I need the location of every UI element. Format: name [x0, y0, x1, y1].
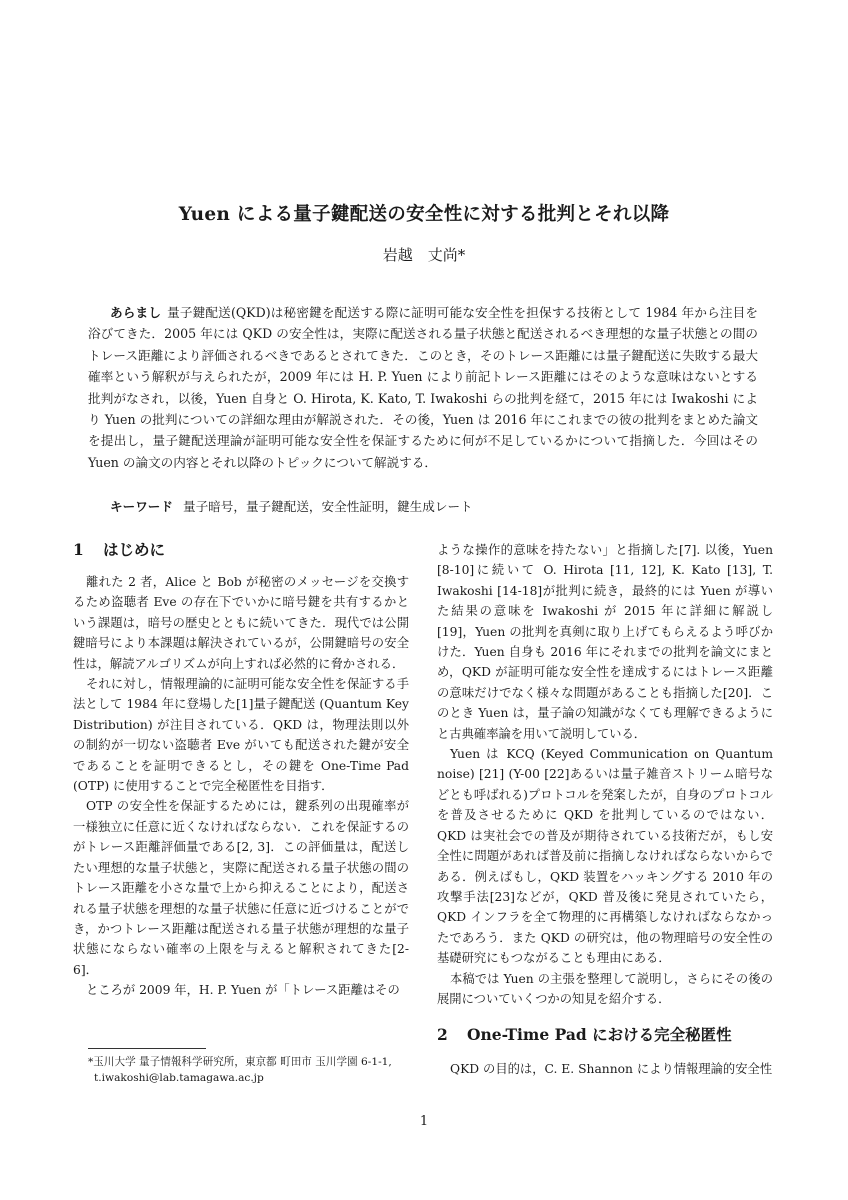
- paragraph: ような操作的意味を持たない」と指摘した[7]. 以後，Yuen [8-10]に続いて O. Hirota [11, 12], K. Kato [13], T. Iwakoshi [14-18]が批判に続き，最終的には Yuen が導いた結果の意味を Iwakoshi が 2015 年に詳細に解説し[19]，Yuen の批判を真剣に取り上げてもらえるよう呼びかけた．Yuen 自身も 2016 年にそれまでの批判を論文にまとめ，QKD が証明可能な安全性を達成するにはトレース距離の意味だけでなく様々な問題があることも指摘した[20]．このとき Yuen は，量子論の知識がなくても理解できるようにと古典確率論を用いて説明している．: [437, 543, 773, 741]
- page-number: 1: [419, 1114, 429, 1129]
- keywords: [110, 496, 760, 515]
- left-column: [73, 538, 409, 1001]
- paragraph: QKD の目的は，C. E. Shannon により情報理論的安全性: [450, 1062, 773, 1077]
- paragraph: 離れた 2 者，Alice と Bob が秘密のメッセージを交換するため盗聴者 Eve の存在下でいかに暗号鍵を共有するかという課題は，暗号の歴史とともに続いてきた．現代では公開鍵暗号により本課題は解決されているが，公開鍵暗号の安全性は，解読アルゴリズムが向上すれば必然的に脅かされる．: [73, 575, 409, 671]
- section-1-number: 1: [73, 540, 84, 559]
- paragraph: OTP の安全性を保証するためには，鍵系列の出現確率が一様独立に任意に近くなければならない．これを保証するのがトレース距離評価量である[2, 3]．この評価量は，配送したい理想的な量子状態と，実際に配送される量子状態の間のトレース距離を小さな量で上から抑えることにより，配送される量子状態を理想的な量子状態に任意に近づけることができ，かつトレース距離は配送される量子状態が理想的な量子状態にならない確率の上限を与えると解釈されてきた[2-6]．: [73, 799, 409, 977]
- section-2-heading: [437, 1023, 773, 1047]
- keywords-heading: キーワード: [110, 499, 173, 514]
- abstract: [88, 302, 758, 473]
- abstract-text: 量子鍵配送(QKD)は秘密鍵を配送する際に証明可能な安全性を担保する技術として 1984 年から注目を浴びてきた．2005 年には QKD の安全性は，実際に配送される量子状態と配送されるべき理想的な量子状態との間のトレース距離により評価されるべきであるとされてきた．このとき，そのトレース距離には量子鍵配送に失敗する最大確率という解釈が与えられたが，2009 年には H. P. Yuen により前記トレース距離にはそのような意味はないとする批判がなされ，以後，Yuen 自身と O. Hirota, K. Kato, T. Iwakoshi らの批判を経て，2015 年には Iwakoshi により Yuen の批判についての詳細な理由が解説された．その後，Yuen は 2016 年にこれまでの彼の批判をまとめた論文を提出し，量子鍵配送理論が証明可能な安全性を保証するために何が不足しているかについて指摘した．今回はその Yuen の論文の内容とそれ以降のトピックについて解説する．: [88, 305, 759, 470]
- paragraph: Yuen は KCQ (Keyed Communication on Quantum noise) [21] (Y-00 [22]あるいは量子雑音ストリーム暗号などとも呼ばれる)プロトコルを発案したが，自身のプロトコルを普及させるために QKD を批判しているのではない．QKD は実社会での普及が期待されている技術だが，もし安全性に問題があれば普及前に指摘しなければならないからである．例えばもし，QKD 装置をハッキングする 2010 年の攻撃手法[23]などが，QKD 普及後に発見されていたら，QKD インフラを全て物理的に再構築しなければならなかったであろう．また QKD の研究は，他の物理暗号の安全性の基礎研究にもつながることも理由にある．: [437, 747, 773, 966]
- keywords-text: 量子暗号，量子鍵配送，安全性証明，鍵生成レート: [182, 499, 473, 514]
- section-1-title: はじめに: [103, 540, 166, 559]
- footnote-email: t.iwakoshi@lab.tamagawa.ac.jp: [94, 1072, 264, 1084]
- author-name: 岩越 丈尚*: [382, 246, 466, 264]
- footnote: [88, 1054, 418, 1086]
- footnote-divider: [88, 1048, 206, 1049]
- section-2-title: One-Time Pad における完全秘匿性: [467, 1025, 732, 1045]
- section-1-heading: [73, 538, 409, 562]
- abstract-heading: あらまし: [110, 305, 162, 320]
- right-column: [437, 540, 773, 1080]
- footnote-affiliation: *玉川大学 量子情報科学研究所，東京都 町田市 玉川学園 6-1-1,: [88, 1056, 392, 1068]
- section-2-number: 2: [437, 1025, 448, 1045]
- paragraph: それに対し，情報理論的に証明可能な安全性を保証する手法として 1984 年に登場した[1]量子鍵配送 (Quantum Key Distribution) が注目されている．QKD は，物理法則以外の制約が一切ない盗聴者 Eve がいても配送された鍵が安全であることを証明できるとし，その鍵を One-Time Pad (OTP) に使用することで完全秘匿性を目指す．: [73, 677, 409, 794]
- paragraph: ところが 2009 年，H. P. Yuen が「トレース距離はその: [86, 983, 400, 998]
- paragraph: 本稿では Yuen の主張を整理して説明し，さらにその後の展開についていくつかの知見を紹介する．: [437, 971, 773, 1006]
- paper-title: Yuen による量子鍵配送の安全性に対する批判とそれ以降: [178, 204, 670, 225]
